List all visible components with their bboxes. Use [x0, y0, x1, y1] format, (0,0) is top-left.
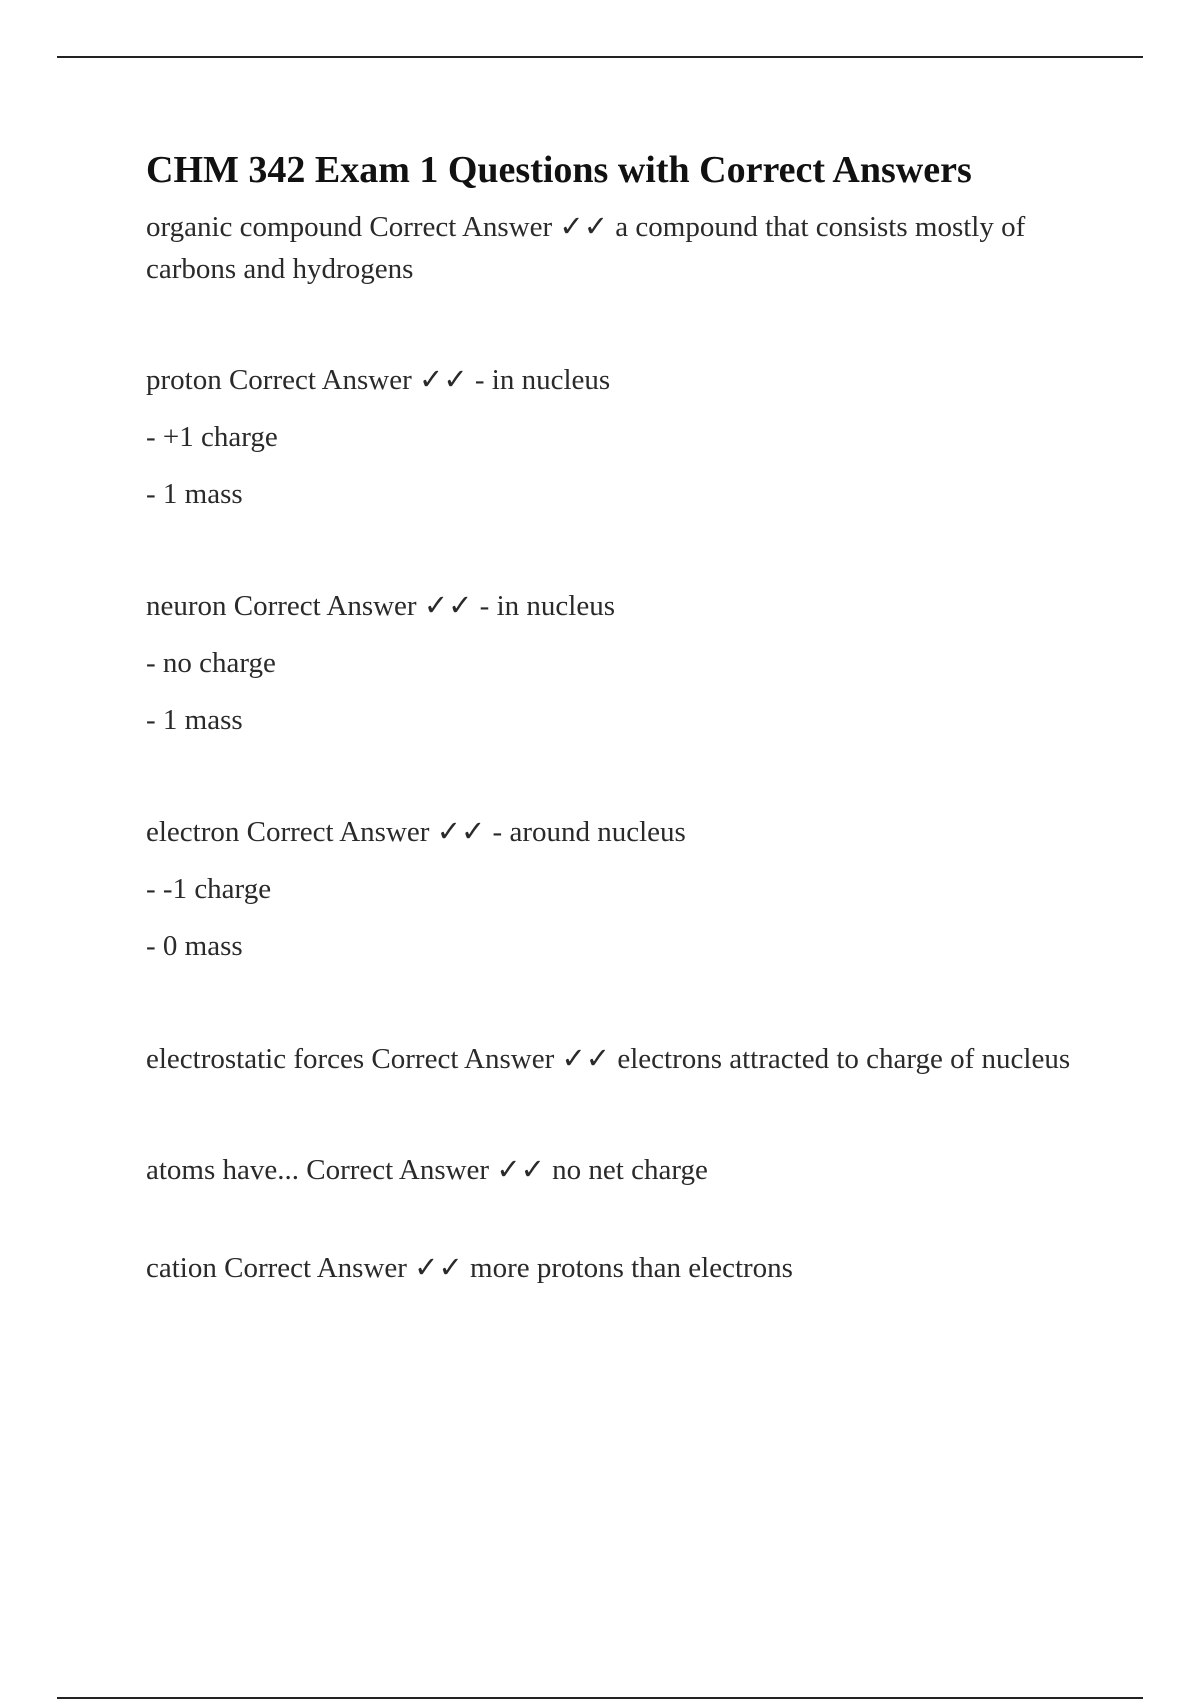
- document-title: CHM 342 Exam 1 Questions with Correct Answers: [146, 149, 972, 191]
- qa-list: [146, 206, 1086, 1289]
- qa-entry-neuron: [146, 585, 1086, 741]
- qa-line: - no charge: [146, 647, 276, 679]
- qa-line: proton Correct Answer ✓✓ - in nucleus: [146, 364, 611, 396]
- qa-line: - -1 charge: [146, 873, 272, 905]
- qa-line: neuron Correct Answer ✓✓ - in nucleus: [146, 590, 615, 622]
- qa-entry-cation: [146, 1247, 1086, 1289]
- qa-entry-electrostatic-forces: [146, 1038, 1086, 1080]
- qa-line: - +1 charge: [146, 421, 278, 453]
- qa-line: electron Correct Answer ✓✓ - around nucleus: [146, 816, 686, 848]
- qa-entry-proton: [146, 359, 1086, 515]
- qa-line: - 0 mass: [146, 930, 243, 962]
- qa-line: electrostatic forces Correct Answer ✓✓ electrons attracted to charge of nucleus: [146, 1043, 1071, 1075]
- qa-entry-organic-compound: [146, 206, 1086, 290]
- top-rule: [57, 56, 1143, 58]
- bottom-rule: [57, 1697, 1143, 1699]
- qa-line: - 1 mass: [146, 478, 243, 510]
- qa-line: organic compound Correct Answer ✓✓ a compound that consists mostly of carbons and hydrogens: [146, 211, 1026, 285]
- qa-entry-electron: [146, 811, 1086, 967]
- qa-line: atoms have... Correct Answer ✓✓ no net charge: [146, 1154, 708, 1186]
- qa-entry-atoms-have: [146, 1149, 1086, 1191]
- qa-line: - 1 mass: [146, 704, 243, 736]
- qa-line: cation Correct Answer ✓✓ more protons than electrons: [146, 1252, 793, 1284]
- document-body: [146, 142, 1086, 1289]
